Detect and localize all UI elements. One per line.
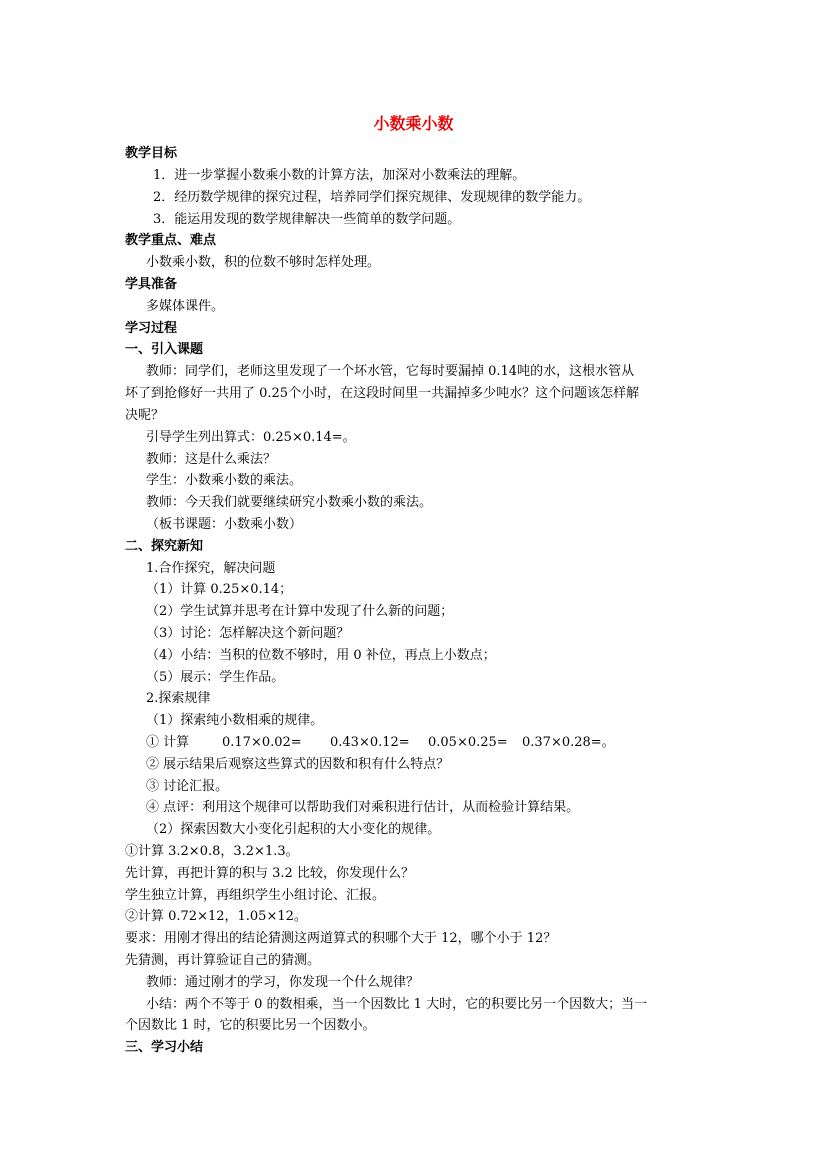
heading-tools: 学具准备	[125, 277, 178, 292]
paragraph: ④ 点评：利用这个规律可以帮助我们对乘积进行估计，从而检验计算结果。	[146, 800, 580, 815]
calc-expr: 0.17×0.02=	[222, 735, 302, 750]
document-title: 小数乘小数	[373, 114, 454, 133]
paragraph: 先计算，再把计算的积与 3.2 比较，你发现什么？	[125, 866, 414, 881]
paragraph: （3）讨论：怎样解决这个新问题？	[146, 626, 350, 641]
paragraph: 学生：小数乘小数的乘法。	[146, 473, 303, 488]
paragraph: 坏了到抢修好一共用了 0.25个小时，在这段时间里一共漏掉多少吨水？这个问题该怎样解	[125, 386, 640, 401]
paragraph: 教师：今天我们就要继续研究小数乘小数的乘法。	[146, 495, 433, 510]
goal-item: 3．能运用发现的数学规律解决一些简单的数学问题。	[153, 212, 461, 227]
calc-expr: 0.43×0.12=	[330, 735, 410, 750]
paragraph: （4）小结：当积的位数不够时，用 0 补位，再点上小数点；	[146, 648, 496, 663]
paragraph: ①计算 3.2×0.8，3.2×1.3。	[125, 844, 299, 859]
paragraph: 教师：同学们，老师这里发现了一个坏水管，它每时要漏掉 0.14吨的水，这根水管从	[146, 364, 635, 379]
paragraph: 2.探索规律	[146, 691, 211, 706]
paragraph: （1）探索纯小数相乘的规律。	[146, 713, 324, 728]
paragraph: （2）探索因数大小变化引起积的大小变化的规律。	[146, 822, 441, 837]
paragraph: 1.合作探究，解决问题	[146, 561, 276, 576]
calc-expr: 0.37×0.28=。	[522, 735, 615, 750]
paragraph: 要求：用刚才得出的结论猜测这两道算式的积哪个大于 12，哪个小于 12？	[125, 931, 557, 946]
paragraph: 教师：这是什么乘法？	[146, 452, 277, 467]
calc-expr: 0.05×0.25=	[428, 735, 508, 750]
heading-part-1: 一、引入课题	[125, 342, 204, 357]
paragraph: 教师：通过刚才的学习，你发现一个什么规律？	[146, 975, 420, 990]
heading-goals: 教学目标	[125, 146, 178, 161]
paragraph: （5）展示：学生作品。	[146, 670, 285, 685]
heading-part-3: 三、学习小结	[125, 1040, 204, 1055]
paragraph: 个因数比 1 时，它的积要比另一个因数小。	[125, 1018, 376, 1033]
paragraph: 引导学生列出算式：0.25×0.14=。	[146, 430, 356, 445]
goal-item: 2．经历数学规律的探究过程，培养同学们探究规律、发现规律的数学能力。	[153, 190, 591, 205]
paragraph: （板书课题：小数乘小数）	[146, 517, 303, 532]
paragraph: （2）学生试算并思考在计算中发现了什么新的问题；	[146, 604, 454, 619]
paragraph: 先猜测，再计算验证自己的猜测。	[125, 953, 321, 968]
paragraph: ③ 讨论汇报。	[146, 779, 229, 794]
paragraph: ② 展示结果后观察这些算式的因数和积有什么特点？	[146, 757, 450, 772]
goal-item: 1．进一步掌握小数乘小数的计算方法，加深对小数乘法的理解。	[153, 168, 526, 183]
paragraph: 小数乘小数，积的位数不够时怎样处理。	[146, 255, 381, 270]
heading-process: 学习过程	[125, 321, 178, 336]
paragraph: 小结：两个不等于 0 的数相乘，当一个因数比 1 大时，它的积要比另一个因数大；当一	[146, 997, 648, 1012]
heading-part-2: 二、探究新知	[125, 539, 204, 554]
calc-row	[146, 734, 615, 752]
paragraph: （1）计算 0.25×0.14；	[146, 582, 293, 597]
paragraph: 多媒体课件。	[146, 299, 225, 314]
paragraph: ②计算 0.72×12，1.05×12。	[125, 909, 307, 924]
calc-label: ① 计算	[146, 735, 190, 750]
paragraph: 决呢？	[125, 408, 165, 423]
paragraph: 学生独立计算，再组织学生小组讨论、汇报。	[125, 888, 386, 903]
heading-key-points: 教学重点、难点	[125, 233, 217, 248]
